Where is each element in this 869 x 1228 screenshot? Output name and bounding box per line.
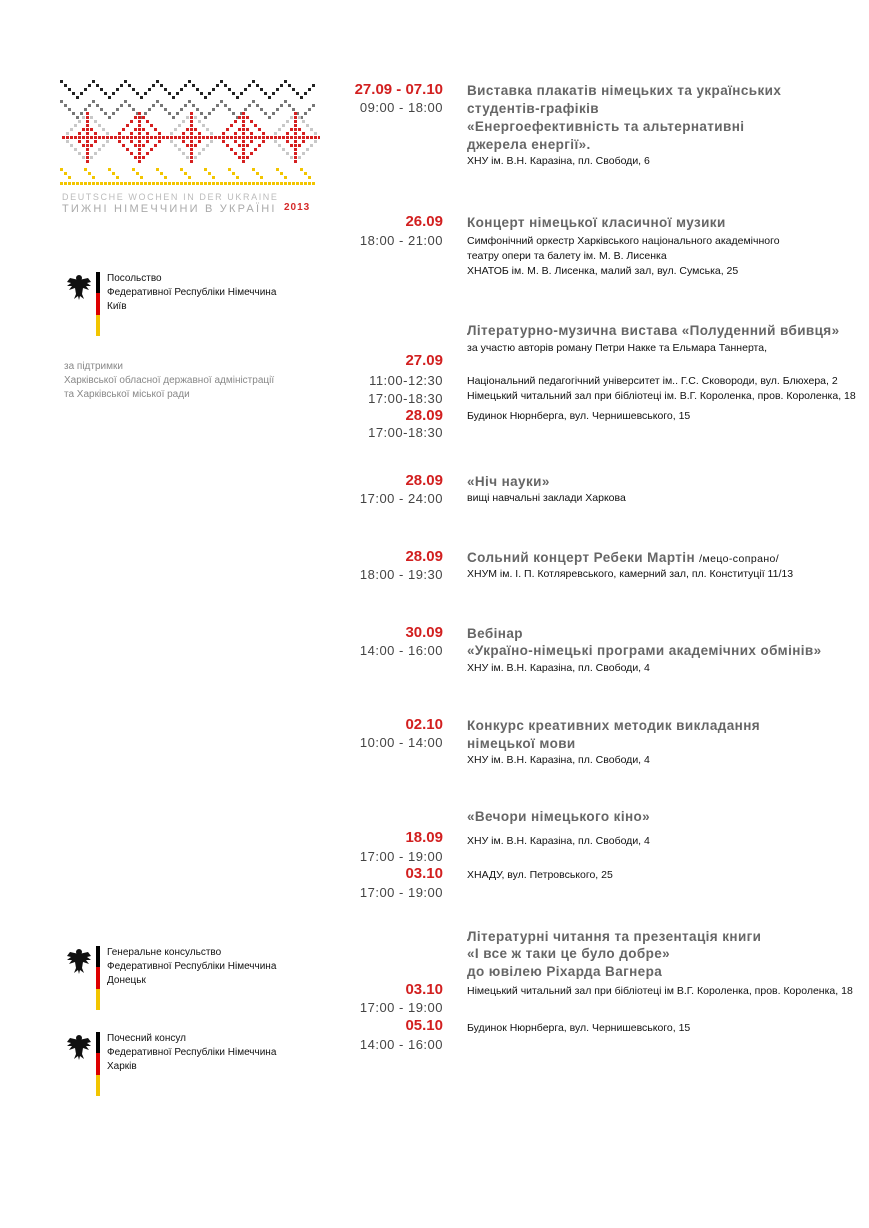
event-title: до ювілею Ріхарда Вагнера — [467, 964, 663, 979]
event-time: 14:00 - 16:00 — [359, 643, 443, 658]
event-time: 14:00 - 16:00 — [359, 1037, 443, 1052]
event-venue: Будинок Нюрнберга, вул. Чернишевського, 15 — [467, 1022, 691, 1034]
german-flag-stripe — [96, 272, 100, 336]
event-title: Виставка плакатів німецьких та українських — [467, 83, 782, 98]
event-venue: Національний педагогічний університет ім.. Г.С. Сковороди, вул. Блюхера, 2 — [467, 375, 838, 387]
event-time: 09:00 - 18:00 — [359, 100, 443, 115]
event-date: 18.09 — [405, 829, 443, 846]
embassy-kyiv-label: Посольство Федеративної Республіки Німеччина Київ — [107, 273, 277, 312]
event-title: студентів-графіків — [467, 101, 599, 116]
event-venue: ХНУМ ім. І. П. Котляревського, камерний зал, пл. Конституції 11/13 — [467, 568, 794, 580]
event-date: 02.10 — [405, 716, 443, 733]
event-title: німецької мови — [467, 736, 576, 751]
event-date: 28.09 — [405, 548, 443, 565]
german-flag-stripe — [96, 1032, 100, 1096]
event-venue: ХНУ ім. В.Н. Каразіна, пл. Свободи, 4 — [467, 754, 650, 766]
event-date: 30.09 — [405, 624, 443, 641]
event-time: 18:00 - 19:30 — [359, 567, 443, 582]
eagle-icon — [66, 272, 92, 307]
embroidery-pattern-icon — [60, 78, 320, 190]
event-title: Сольний концерт Ребеки Мартін /мецо-сопрано/ — [467, 550, 780, 565]
event-date: 03.10 — [405, 981, 443, 998]
event-venue: Німецький читальний зал при бібліотеці ім. В.Г. Короленка, пров. Короленка, 18 — [467, 390, 856, 402]
event-venue: Будинок Нюрнберга, вул. Чернишевського, 15 — [467, 410, 691, 422]
event-date: 28.09 — [405, 472, 443, 489]
consulate-donetsk-label: Генеральне консульство Федеративної Республіки Німеччина Донецьк — [107, 947, 277, 986]
event-title: «Ніч науки» — [467, 474, 550, 489]
logo-caption-de: DEUTSCHE WOCHEN IN DER UKRAINE — [62, 192, 279, 202]
event-venue: ХНУ ім. В.Н. Каразіна, пл. Свободи, 6 — [467, 155, 650, 167]
event-title: Конкурс креативних методик викладання — [467, 718, 761, 733]
support-text: за підтримки Харківської обласної державної адміністрації та Харківської міської ради — [64, 361, 275, 400]
event-date: 05.10 — [405, 1017, 443, 1034]
event-title: джерела енергії». — [467, 137, 591, 152]
event-time: 17:00 - 19:00 — [359, 885, 443, 900]
event-date: 03.10 — [405, 865, 443, 882]
german-flag-stripe — [96, 946, 100, 1010]
event-title: Літературні читання та презентація книги — [467, 929, 762, 944]
logo-year: 2013 — [284, 202, 311, 213]
event-venue: ХНАДУ, вул. Петровського, 25 — [467, 869, 613, 881]
event-description: за участю авторів роману Петри Накке та Ельмара Таннерта, — [467, 342, 768, 354]
event-venue: вищі навчальні заклади Харкова — [467, 492, 626, 504]
event-time: 17:00-18:30 — [368, 391, 443, 406]
event-date: 27.09 — [405, 352, 443, 369]
event-date: 26.09 — [405, 213, 443, 230]
honorary-consul-kharkiv-label: Почесний консул Федеративної Республіки Німеччина Харків — [107, 1033, 277, 1072]
event-time: 10:00 - 14:00 — [359, 735, 443, 750]
event-date: 28.09 — [405, 407, 443, 424]
event-description: театру опери та балету ім. М. В. Лисенка — [467, 250, 667, 262]
event-title: «Енергоефективність та альтернативні — [467, 119, 745, 134]
event-time: 17:00 - 19:00 — [359, 849, 443, 864]
event-date: 27.09 - 07.10 — [354, 81, 443, 98]
event-time: 18:00 - 21:00 — [359, 233, 443, 248]
event-time: 11:00-12:30 — [369, 373, 443, 388]
eagle-icon — [66, 946, 92, 981]
event-venue: ХНУ ім. В.Н. Каразіна, пл. Свободи, 4 — [467, 835, 650, 847]
event-time: 17:00 - 24:00 — [359, 491, 443, 506]
logo-caption-ua: ТИЖНІ НІМЕЧЧИНИ В УКРАЇНІ — [62, 203, 277, 215]
event-title: «І все ж таки це було добре» — [467, 946, 671, 961]
event-title: Вебінар — [467, 626, 523, 641]
eagle-icon — [66, 1032, 92, 1067]
event-venue: ХНУ ім. В.Н. Каразіна, пл. Свободи, 4 — [467, 662, 650, 674]
event-description: Симфонічний оркестр Харківського національного академічного — [467, 235, 780, 247]
event-title: «Вечори німецького кіно» — [467, 809, 651, 824]
event-venue: Німецький читальний зал при бібліотеці ім В.Г. Короленка, пров. Короленка, 18 — [467, 985, 853, 997]
event-title: Концерт німецької класичної музики — [467, 215, 726, 230]
event-time: 17:00-18:30 — [368, 425, 443, 440]
event-title: Літературно-музична вистава «Полуденний вбивця» — [467, 323, 840, 338]
event-title: «Україно-німецькі програми академічних обмінів» — [467, 643, 822, 658]
event-venue: ХНАТОБ ім. М. В. Лисенка, малий зал, вул. Сумська, 25 — [467, 265, 739, 277]
event-time: 17:00 - 19:00 — [359, 1000, 443, 1015]
